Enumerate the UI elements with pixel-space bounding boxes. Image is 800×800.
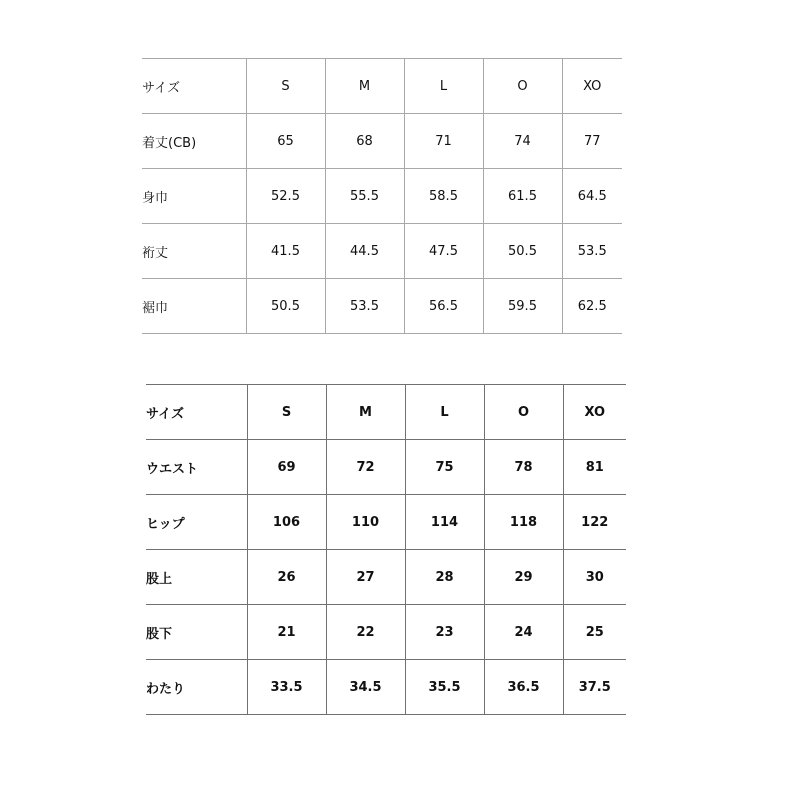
measurement-cell: 50.5 — [483, 224, 562, 279]
measurement-cell: 28 — [405, 550, 484, 605]
measurement-cell: 72 — [326, 440, 405, 495]
size-header-cell: S — [246, 59, 325, 114]
size-header-cell: L — [405, 385, 484, 440]
measurement-cell: 21 — [247, 605, 326, 660]
table-header-row — [142, 59, 622, 114]
measurement-cell: 50.5 — [246, 279, 325, 334]
measurement-cell: 110 — [326, 495, 405, 550]
size-header-cell: O — [484, 385, 563, 440]
header-label-cell: サイズ — [146, 385, 247, 440]
row-label-cell: ウエスト — [146, 440, 247, 495]
measurement-cell: 27 — [326, 550, 405, 605]
measurement-cell: 59.5 — [483, 279, 562, 334]
measurement-cell: 22 — [326, 605, 405, 660]
measurement-cell: 25 — [563, 605, 626, 660]
measurement-cell: 29 — [484, 550, 563, 605]
measurement-cell: 41.5 — [246, 224, 325, 279]
measurement-cell: 64.5 — [562, 169, 622, 224]
measurement-cell: 44.5 — [325, 224, 404, 279]
measurement-cell: 36.5 — [484, 660, 563, 715]
size-header-cell: XO — [563, 385, 626, 440]
measurement-cell: 30 — [563, 550, 626, 605]
measurement-cell: 24 — [484, 605, 563, 660]
measurement-cell: 53.5 — [562, 224, 622, 279]
row-label-cell: ヒップ — [146, 495, 247, 550]
measurement-cell: 34.5 — [326, 660, 405, 715]
measurement-cell: 56.5 — [404, 279, 483, 334]
size-header-cell: M — [326, 385, 405, 440]
size-header-cell: M — [325, 59, 404, 114]
size-header-cell: L — [404, 59, 483, 114]
measurement-cell: 26 — [247, 550, 326, 605]
table-row — [146, 660, 626, 715]
measurement-cell: 52.5 — [246, 169, 325, 224]
measurement-cell: 118 — [484, 495, 563, 550]
measurement-cell: 71 — [404, 114, 483, 169]
bottom-size-table-body — [146, 385, 626, 715]
measurement-cell: 58.5 — [404, 169, 483, 224]
measurement-cell: 23 — [405, 605, 484, 660]
table-row — [146, 550, 626, 605]
table-row — [142, 224, 622, 279]
measurement-cell: 47.5 — [404, 224, 483, 279]
measurement-cell: 55.5 — [325, 169, 404, 224]
table-row — [142, 169, 622, 224]
measurement-cell: 69 — [247, 440, 326, 495]
measurement-cell: 61.5 — [483, 169, 562, 224]
measurement-cell: 62.5 — [562, 279, 622, 334]
measurement-cell: 106 — [247, 495, 326, 550]
top-size-table-body — [142, 59, 622, 334]
top-size-table — [142, 58, 622, 334]
row-label-cell: わたり — [146, 660, 247, 715]
bottom-size-table — [146, 384, 626, 715]
measurement-cell: 75 — [405, 440, 484, 495]
measurement-cell: 122 — [563, 495, 626, 550]
row-label-cell: 裾巾 — [142, 279, 246, 334]
measurement-cell: 114 — [405, 495, 484, 550]
measurement-cell: 35.5 — [405, 660, 484, 715]
measurement-cell: 74 — [483, 114, 562, 169]
row-label-cell: 股上 — [146, 550, 247, 605]
measurement-cell: 65 — [246, 114, 325, 169]
table-row — [146, 440, 626, 495]
size-header-cell: S — [247, 385, 326, 440]
table-row — [142, 114, 622, 169]
row-label-cell: 裄丈 — [142, 224, 246, 279]
table-row — [146, 605, 626, 660]
table-row — [146, 495, 626, 550]
table-row — [142, 279, 622, 334]
measurement-cell: 78 — [484, 440, 563, 495]
measurement-cell: 68 — [325, 114, 404, 169]
measurement-cell: 53.5 — [325, 279, 404, 334]
header-label-cell: サイズ — [142, 59, 246, 114]
size-header-cell: O — [483, 59, 562, 114]
measurement-cell: 37.5 — [563, 660, 626, 715]
measurement-cell: 33.5 — [247, 660, 326, 715]
table-header-row — [146, 385, 626, 440]
row-label-cell: 着丈(CB) — [142, 114, 246, 169]
size-header-cell: XO — [562, 59, 622, 114]
measurement-cell: 77 — [562, 114, 622, 169]
row-label-cell: 股下 — [146, 605, 247, 660]
row-label-cell: 身巾 — [142, 169, 246, 224]
measurement-cell: 81 — [563, 440, 626, 495]
